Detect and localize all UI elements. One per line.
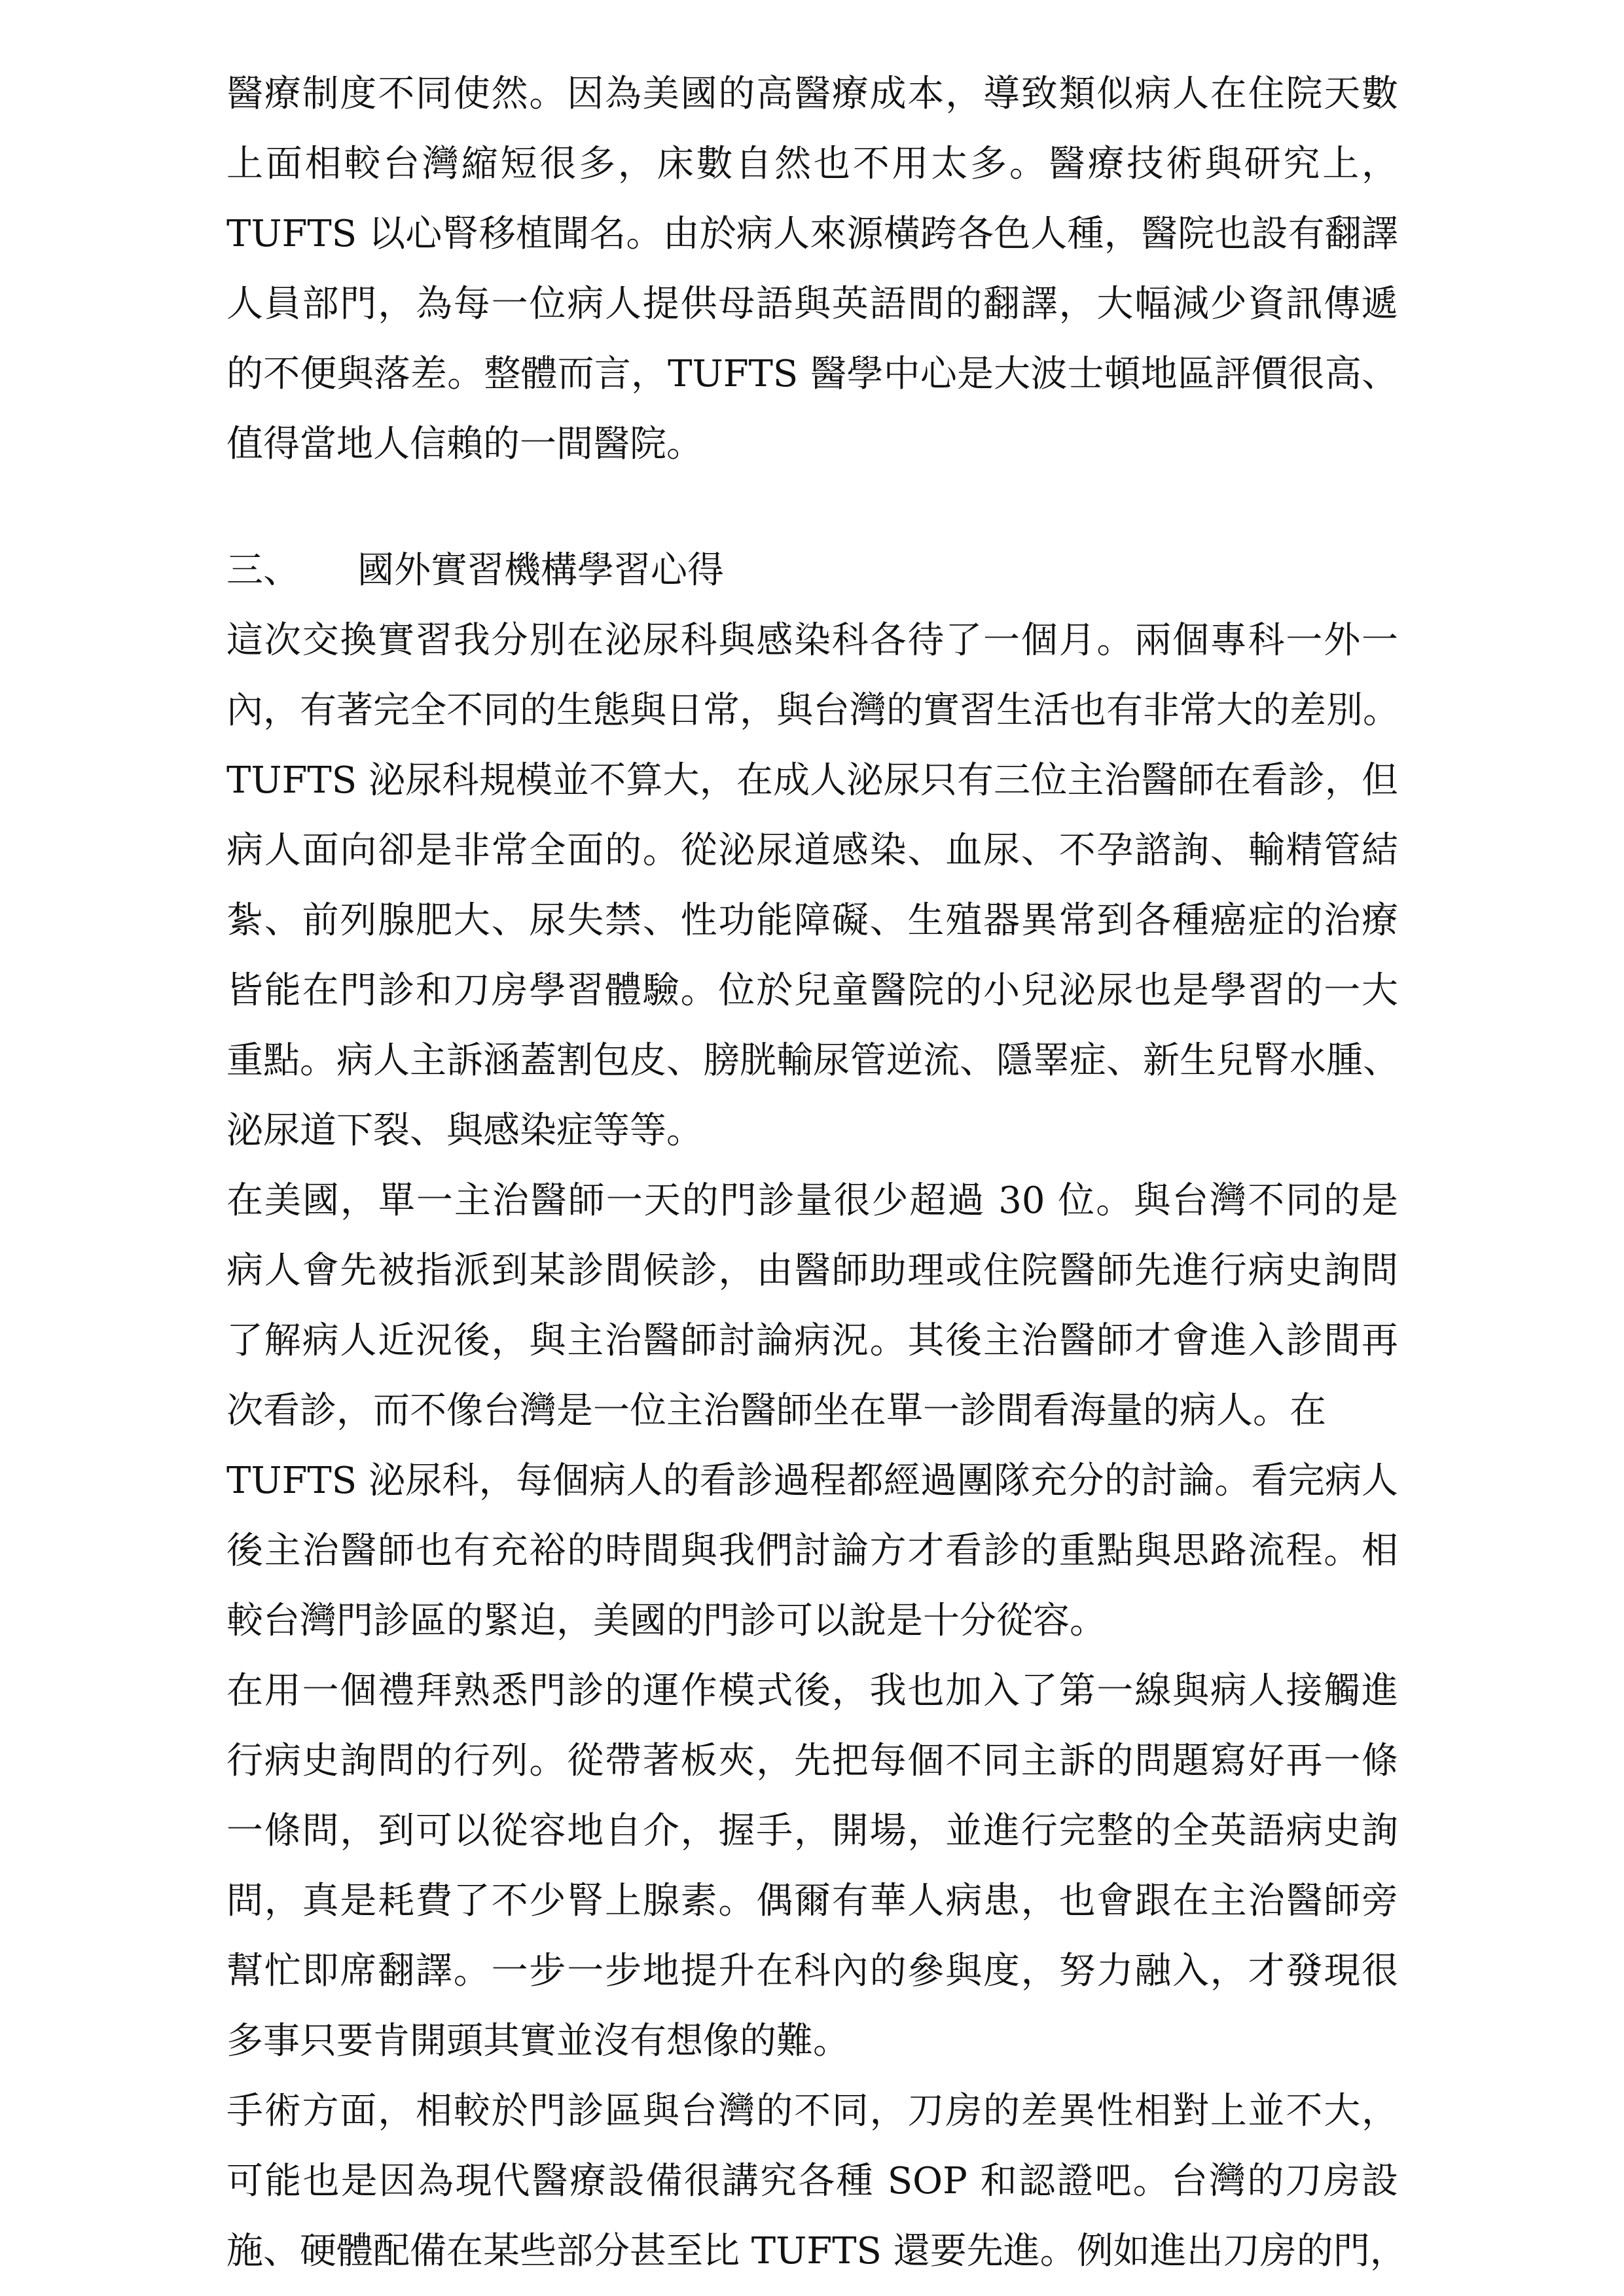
text-line: 幫忙即席翻譯。一步一步地提升在科內的參與度，努力融入，才發現很 bbox=[226, 1950, 1398, 1992]
text-line: 了解病人近況後，與主治醫師討論病況。其後主治醫師才會進入診間再 bbox=[226, 1319, 1398, 1362]
paragraph-hospital-overview bbox=[226, 59, 1398, 479]
text-line: 後主治醫師也有充裕的時間與我們討論方才看診的重點與思路流程。相 bbox=[226, 1530, 1398, 1572]
text-line: 多事只要肯開頭其實並沒有想像的難。 bbox=[226, 2020, 850, 2062]
text-line: TUFTS 泌尿科規模並不算大，在成人泌尿只有三位主治醫師在看診，但 bbox=[226, 759, 1398, 802]
text-line: 問，真是耗費了不少腎上腺素。偶爾有華人病患，也會跟在主治醫師旁 bbox=[226, 1880, 1398, 1922]
section-heading bbox=[226, 535, 1398, 605]
text-line: 在用一個禮拜熟悉門診的運作模式後，我也加入了第一線與病人接觸進 bbox=[226, 1670, 1398, 1712]
text-line: 重點。病人主訴涵蓋割包皮、膀胱輸尿管逆流、隱睪症、新生兒腎水腫、 bbox=[226, 1039, 1399, 1082]
text-line: 較台灣門診區的緊迫，美國的門診可以說是十分從容。 bbox=[226, 1600, 1106, 1642]
text-line: 這次交換實習我分別在泌尿科與感染科各待了一個月。兩個專科一外一 bbox=[226, 619, 1398, 662]
text-line: 紮、前列腺肥大、尿失禁、性功能障礙、生殖器異常到各種癌症的治療 bbox=[226, 899, 1398, 942]
text-line: 次看診，而不像台灣是一位主治醫師坐在單一診間看海量的病人。在 bbox=[226, 1390, 1326, 1432]
text-line: 施、硬體配備在某些部分甚至比 TUFTS 還要先進。例如進出刀房的門， bbox=[226, 2230, 1407, 2272]
text-line: 在美國，單一主治醫師一天的門診量很少超過 30 位。與台灣不同的是 bbox=[226, 1179, 1398, 1222]
text-line: TUFTS 泌尿科，每個病人的看診過程都經過團隊充分的討論。看完病人 bbox=[226, 1460, 1398, 1502]
text-line: TUFTS 以心腎移植聞名。由於病人來源橫跨各色人種，醫院也設有翻譯 bbox=[226, 213, 1398, 255]
text-line: 皆能在門診和刀房學習體驗。位於兒童醫院的小兒泌尿也是學習的一大 bbox=[226, 969, 1398, 1012]
text-line: 人員部門，為每一位病人提供母語與英語間的翻譯，大幅減少資訊傳遞 bbox=[226, 283, 1398, 325]
text-line: 的不便與落差。整體而言，TUFTS 醫學中心是大波士頓地區評價很高、 bbox=[226, 353, 1398, 395]
text-line: 手術方面，相較於門診區與台灣的不同，刀房的差異性相對上並不大， bbox=[226, 2090, 1398, 2132]
text-line: 行病史詢問的行列。從帶著板夾，先把每個不同主訴的問題寫好再一條 bbox=[226, 1740, 1398, 1782]
paragraph-surgery bbox=[226, 2076, 1407, 2286]
section-number: 三、 bbox=[226, 549, 300, 592]
text-line: 可能也是因為現代醫療設備很講究各種 SOP 和認證吧。台灣的刀房設 bbox=[226, 2160, 1398, 2202]
text-line: 泌尿道下裂、與感染症等等。 bbox=[226, 1109, 703, 1152]
text-line: 病人會先被指派到某診間候診，由醫師助理或住院醫師先進行病史詢問 bbox=[226, 1249, 1398, 1292]
text-line: 醫療制度不同使然。因為美國的高醫療成本，導致類似病人在住院天數 bbox=[226, 73, 1398, 115]
paragraph-urology-intro bbox=[226, 605, 1398, 1166]
text-line: 值得當地人信賴的一間醫院。 bbox=[226, 423, 703, 465]
text-line: 內，有著完全不同的生態與日常，與台灣的實習生活也有非常大的差別。 bbox=[226, 689, 1399, 732]
paragraph-history-taking bbox=[226, 1656, 1398, 2076]
text-line: 上面相較台灣縮短很多，床數自然也不用太多。醫療技術與研究上， bbox=[226, 143, 1398, 185]
text-line: 病人面向卻是非常全面的。從泌尿道感染、血尿、不孕諮詢、輸精管結 bbox=[226, 829, 1398, 872]
text-line: 一條問，到可以從容地自介，握手，開場，並進行完整的全英語病史詢 bbox=[226, 1810, 1398, 1852]
section-title: 國外實習機構學習心得 bbox=[357, 549, 724, 592]
paragraph-outpatient-clinic bbox=[226, 1166, 1398, 1656]
